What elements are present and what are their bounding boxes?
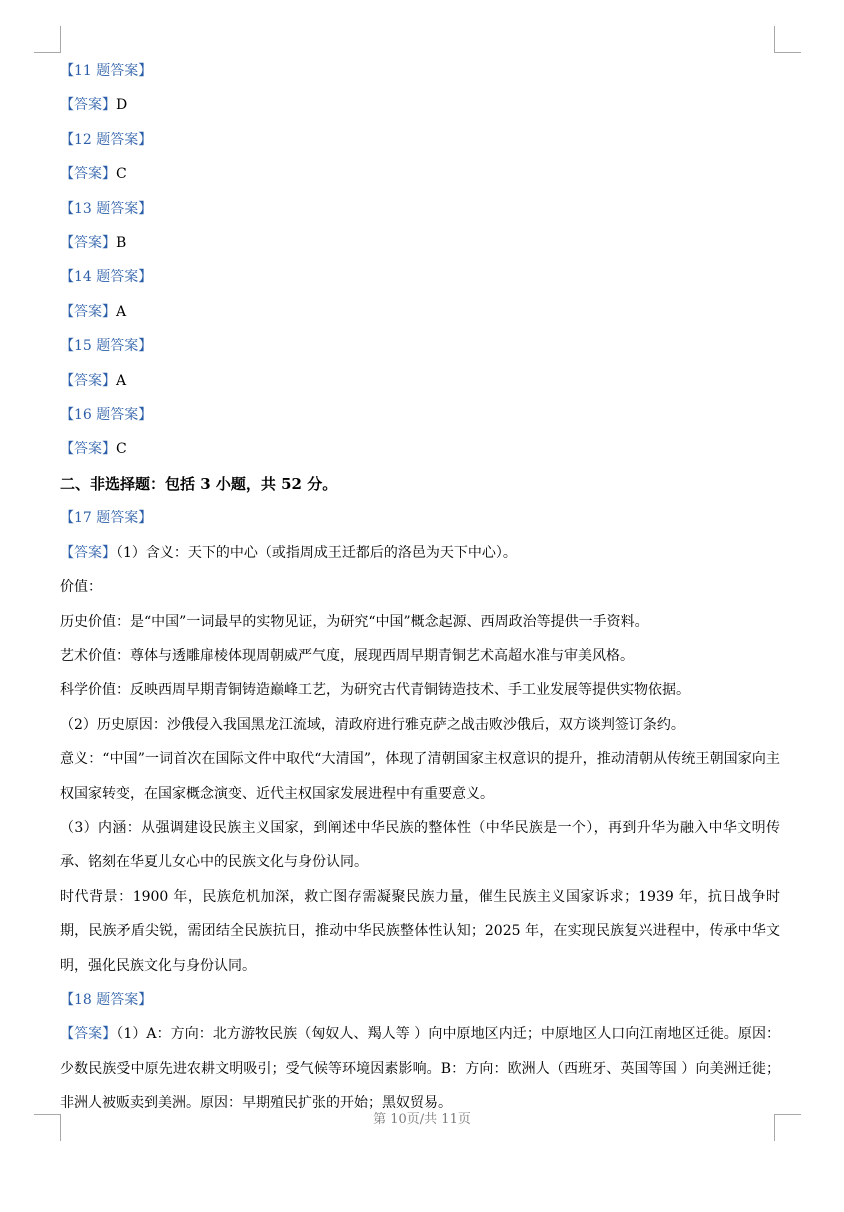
q17-text-4: 艺术价值：尊体与透雕扉棱体现周朝威严气度，展现西周早期青铜艺术高超水准与审美风格。 bbox=[60, 647, 634, 664]
answer-value: D bbox=[116, 97, 128, 114]
answer-line bbox=[60, 157, 780, 191]
q18-answer-1 bbox=[60, 1017, 780, 1120]
answer-label: 【答案】 bbox=[60, 303, 116, 320]
answer-label: 【答案】 bbox=[60, 441, 116, 458]
answer-value: C bbox=[116, 441, 127, 458]
q18-text-1: （1）A：方向：北方游牧民族（匈奴人、羯人等 ）向中原地区内迁；中原地区人口向江南地区迁徙。原因：少数民族受中原先进农耕文明吸引；受气候等环境因素影响。B：方向：欧洲人（西班牙、英国等国 ）向美洲迁徙；非洲人被贩卖到美洲。原因：早期殖民扩张的开始；黑奴贸易。 bbox=[60, 1026, 781, 1112]
answer-line bbox=[60, 226, 780, 260]
q17-text-6: （2）历史原因：沙俄侵入我国黑龙江流域，清政府进行雅克萨之战击败沙俄后，双方谈判签订条约。 bbox=[60, 716, 685, 733]
question-label: 【16 题答案】 bbox=[60, 407, 153, 424]
page-number: 第 10页/共 11页 bbox=[373, 1112, 471, 1127]
question-label: 【11 题答案】 bbox=[60, 63, 153, 79]
question-label: 【12 题答案】 bbox=[60, 131, 153, 148]
q17-text-2: 价值： bbox=[60, 579, 102, 596]
q17-text-8: （3）内涵：从强调建设民族主义国家，到阐述中华民族的整体性（中华民族是一个），再到升华为融入中华文明传承、铭刻在华夏儿女心中的民族文化与身份认同。 bbox=[60, 819, 780, 871]
q17-text-9: 时代背景：1900 年，民族危机加深，救亡图存需凝聚民族力量，催生民族主义国家诉求；1939 年，抗日战争时期，民族矛盾尖锐，需团结全民族抗日，推动中华民族整体性认知；2025 年，在实现民族复兴进程中，传承中华文明，强化民族文化与身份认同。 bbox=[60, 888, 780, 974]
question-label-17: 【17 题答案】 bbox=[60, 510, 153, 527]
question-label: 【13 题答案】 bbox=[60, 200, 153, 217]
answer-label: 【答案】 bbox=[60, 166, 116, 183]
answer-line bbox=[60, 364, 780, 398]
answer-label: 【答案】 bbox=[60, 97, 116, 114]
q17-text-3: 历史价值：是“中国”一词最早的实物见证，为研究“中国”概念起源、西周政治等提供一手资料。 bbox=[60, 613, 649, 630]
answer-value: C bbox=[116, 166, 127, 183]
answer-label: 【答案】 bbox=[60, 235, 116, 252]
q17-text-1: （1）含义：天下的中心（或指周成王迁都后的洛邑为天下中心）。 bbox=[116, 544, 517, 561]
answer-label: 【答案】 bbox=[60, 372, 116, 389]
q17-text-7: 意义：“中国”一词首次在国际文件中取代“大清国”，体现了清朝国家主权意识的提升，推动清朝从传统王朝国家向主权国家转变，在国家概念演变、近代主权国家发展进程中有重要意义。 bbox=[60, 751, 780, 802]
answer-label: 【答案】 bbox=[60, 544, 116, 561]
crop-mark-top-right bbox=[774, 26, 801, 53]
question-label: 【14 题答案】 bbox=[60, 269, 153, 286]
answer-value: B bbox=[116, 235, 127, 252]
q17-text-5: 科学价值：反映西周早期青铜铸造巅峰工艺，为研究古代青铜铸造技术、手工业发展等提供实物依据。 bbox=[60, 682, 690, 699]
answer-line bbox=[60, 88, 780, 122]
q17-answer-1 bbox=[60, 536, 780, 570]
page-content bbox=[60, 54, 780, 1121]
answer-value: A bbox=[116, 372, 127, 389]
crop-mark-top-left bbox=[34, 26, 61, 53]
question-label-18: 【18 题答案】 bbox=[60, 991, 153, 1008]
section-heading: 二、非选择题：包括 3 小题，共 52 分。 bbox=[60, 474, 338, 493]
answer-label: 【答案】 bbox=[60, 1026, 117, 1043]
answer-value: A bbox=[116, 303, 127, 320]
answer-line bbox=[60, 295, 780, 329]
question-label: 【15 题答案】 bbox=[60, 338, 153, 355]
answer-line bbox=[60, 432, 780, 466]
